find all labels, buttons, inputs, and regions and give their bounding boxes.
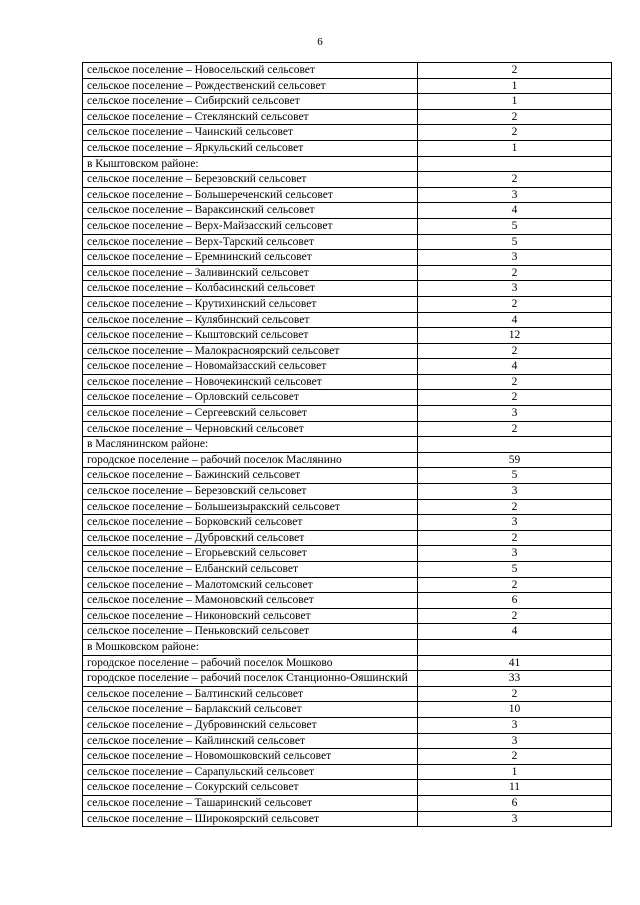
settlement-name-cell: сельское поселение – Бажинский сельсовет	[83, 468, 418, 484]
table-row	[83, 172, 612, 188]
count-cell: 3	[418, 281, 612, 297]
settlement-name-cell: сельское поселение – Верх-Тарский сельсовет	[83, 234, 418, 250]
settlement-name-cell: сельское поселение – Большереченский сельсовет	[83, 187, 418, 203]
count-cell: 5	[418, 562, 612, 578]
settlements-table	[82, 62, 612, 827]
table-row	[83, 406, 612, 422]
settlement-name-cell: сельское поселение – Новосельский сельсовет	[83, 63, 418, 79]
settlement-name-cell: сельское поселение – Кулябинский сельсовет	[83, 312, 418, 328]
count-cell: 2	[418, 421, 612, 437]
settlement-name-cell: сельское поселение – Ташаринский сельсовет	[83, 795, 418, 811]
settlement-name-cell: в Маслянинском районе:	[83, 437, 418, 453]
settlement-name-cell: сельское поселение – Березовский сельсовет	[83, 172, 418, 188]
settlement-name-cell: сельское поселение – Орловский сельсовет	[83, 390, 418, 406]
count-cell: 2	[418, 374, 612, 390]
table-row	[83, 530, 612, 546]
count-cell: 12	[418, 328, 612, 344]
count-cell: 1	[418, 764, 612, 780]
table-row	[83, 562, 612, 578]
table-row	[83, 577, 612, 593]
table-row	[83, 328, 612, 344]
count-cell: 4	[418, 359, 612, 375]
table-row	[83, 484, 612, 500]
count-cell: 2	[418, 172, 612, 188]
settlement-name-cell: сельское поселение – Крутихинский сельсовет	[83, 296, 418, 312]
settlement-name-cell: сельское поселение – Сибирский сельсовет	[83, 94, 418, 110]
table-row	[83, 359, 612, 375]
settlement-name-cell: сельское поселение – Верх-Майзасский сельсовет	[83, 218, 418, 234]
table-row	[83, 686, 612, 702]
count-cell: 4	[418, 624, 612, 640]
settlement-name-cell: сельское поселение – Никоновский сельсовет	[83, 608, 418, 624]
count-cell: 33	[418, 671, 612, 687]
settlement-name-cell: сельское поселение – Кайлинский сельсовет	[83, 733, 418, 749]
count-cell: 4	[418, 203, 612, 219]
count-cell: 2	[418, 125, 612, 141]
settlement-name-cell: сельское поселение – Сокурский сельсовет	[83, 780, 418, 796]
table-row	[83, 390, 612, 406]
count-cell: 5	[418, 468, 612, 484]
count-cell: 41	[418, 655, 612, 671]
table-row	[83, 764, 612, 780]
settlement-name-cell: сельское поселение – Березовский сельсовет	[83, 484, 418, 500]
settlement-name-cell: в Кыштовском районе:	[83, 156, 418, 172]
table-row	[83, 343, 612, 359]
settlement-name-cell: сельское поселение – Мамоновский сельсовет	[83, 593, 418, 609]
settlement-name-cell: сельское поселение – Кыштовский сельсовет	[83, 328, 418, 344]
settlement-name-cell: сельское поселение – Рождественский сельсовет	[83, 78, 418, 94]
count-cell: 6	[418, 593, 612, 609]
count-cell	[418, 437, 612, 453]
table-row	[83, 468, 612, 484]
table-row	[83, 312, 612, 328]
table-row	[83, 125, 612, 141]
table-row	[83, 250, 612, 266]
count-cell: 1	[418, 94, 612, 110]
table-row	[83, 655, 612, 671]
settlement-name-cell: сельское поселение – Чаинский сельсовет	[83, 125, 418, 141]
table-row	[83, 94, 612, 110]
table-row	[83, 546, 612, 562]
settlement-name-cell: сельское поселение – Дубровинский сельсовет	[83, 717, 418, 733]
table-row	[83, 281, 612, 297]
count-cell: 3	[418, 515, 612, 531]
table-row	[83, 187, 612, 203]
table-row	[83, 452, 612, 468]
count-cell: 3	[418, 717, 612, 733]
count-cell: 2	[418, 530, 612, 546]
settlement-name-cell: городское поселение – рабочий поселок Маслянино	[83, 452, 418, 468]
settlement-name-cell: сельское поселение – Новомошковский сельсовет	[83, 749, 418, 765]
count-cell: 10	[418, 702, 612, 718]
count-cell: 5	[418, 234, 612, 250]
table-row	[83, 639, 612, 655]
table-row	[83, 234, 612, 250]
count-cell: 2	[418, 63, 612, 79]
settlement-name-cell: сельское поселение – Новомайзасский сельсовет	[83, 359, 418, 375]
settlement-name-cell: сельское поселение – Вараксинский сельсовет	[83, 203, 418, 219]
settlement-name-cell: сельское поселение – Сергеевский сельсовет	[83, 406, 418, 422]
table-row	[83, 624, 612, 640]
count-cell	[418, 639, 612, 655]
count-cell: 59	[418, 452, 612, 468]
settlement-name-cell: сельское поселение – Яркульский сельсовет	[83, 140, 418, 156]
count-cell: 3	[418, 733, 612, 749]
count-cell: 2	[418, 608, 612, 624]
settlement-name-cell: городское поселение – рабочий поселок Станционно-Ояшинский	[83, 671, 418, 687]
settlement-name-cell: сельское поселение – Егорьевский сельсовет	[83, 546, 418, 562]
table-row	[83, 140, 612, 156]
count-cell: 5	[418, 218, 612, 234]
table-row	[83, 421, 612, 437]
table-row	[83, 811, 612, 827]
count-cell: 3	[418, 406, 612, 422]
table-row	[83, 749, 612, 765]
settlement-name-cell: городское поселение – рабочий поселок Мошково	[83, 655, 418, 671]
settlement-name-cell: сельское поселение – Большеизыракский сельсовет	[83, 499, 418, 515]
table-row	[83, 593, 612, 609]
settlement-name-cell: в Мошковском районе:	[83, 639, 418, 655]
count-cell: 3	[418, 187, 612, 203]
table-row	[83, 296, 612, 312]
settlement-name-cell: сельское поселение – Черновский сельсовет	[83, 421, 418, 437]
table-row	[83, 109, 612, 125]
table-row	[83, 608, 612, 624]
table-row	[83, 780, 612, 796]
count-cell: 2	[418, 499, 612, 515]
table-row	[83, 717, 612, 733]
count-cell: 1	[418, 140, 612, 156]
table-row	[83, 795, 612, 811]
settlement-name-cell: сельское поселение – Сарапульский сельсовет	[83, 764, 418, 780]
settlement-name-cell: сельское поселение – Елбанский сельсовет	[83, 562, 418, 578]
count-cell: 2	[418, 577, 612, 593]
settlement-name-cell: сельское поселение – Борковский сельсовет	[83, 515, 418, 531]
count-cell: 2	[418, 390, 612, 406]
settlement-name-cell: сельское поселение – Пеньковский сельсовет	[83, 624, 418, 640]
count-cell: 3	[418, 811, 612, 827]
settlement-name-cell: сельское поселение – Барлакский сельсовет	[83, 702, 418, 718]
table-row	[83, 78, 612, 94]
settlement-name-cell: сельское поселение – Балтинский сельсовет	[83, 686, 418, 702]
page-number: 6	[317, 36, 323, 48]
table-row	[83, 437, 612, 453]
settlement-name-cell: сельское поселение – Широкоярский сельсовет	[83, 811, 418, 827]
table-row	[83, 374, 612, 390]
count-cell: 2	[418, 686, 612, 702]
count-cell: 2	[418, 343, 612, 359]
count-cell: 2	[418, 265, 612, 281]
count-cell: 4	[418, 312, 612, 328]
settlement-name-cell: сельское поселение – Заливинский сельсовет	[83, 265, 418, 281]
table-body	[83, 63, 612, 827]
count-cell: 3	[418, 484, 612, 500]
table-row	[83, 265, 612, 281]
settlement-name-cell: сельское поселение – Колбасинский сельсовет	[83, 281, 418, 297]
count-cell: 3	[418, 546, 612, 562]
table-row	[83, 671, 612, 687]
table-row	[83, 702, 612, 718]
count-cell: 2	[418, 296, 612, 312]
table-row	[83, 515, 612, 531]
table-row	[83, 218, 612, 234]
table-row	[83, 63, 612, 79]
count-cell: 11	[418, 780, 612, 796]
table-row	[83, 156, 612, 172]
count-cell: 2	[418, 749, 612, 765]
count-cell: 1	[418, 78, 612, 94]
table-row	[83, 499, 612, 515]
settlement-name-cell: сельское поселение – Малотомский сельсовет	[83, 577, 418, 593]
count-cell: 2	[418, 109, 612, 125]
settlement-name-cell: сельское поселение – Дубровский сельсовет	[83, 530, 418, 546]
table-row	[83, 203, 612, 219]
count-cell: 3	[418, 250, 612, 266]
count-cell: 6	[418, 795, 612, 811]
settlement-name-cell: сельское поселение – Малокрасноярский сельсовет	[83, 343, 418, 359]
settlement-name-cell: сельское поселение – Стеклянский сельсовет	[83, 109, 418, 125]
count-cell	[418, 156, 612, 172]
settlement-name-cell: сельское поселение – Еремнинский сельсовет	[83, 250, 418, 266]
settlement-name-cell: сельское поселение – Новочекинский сельсовет	[83, 374, 418, 390]
table-row	[83, 733, 612, 749]
